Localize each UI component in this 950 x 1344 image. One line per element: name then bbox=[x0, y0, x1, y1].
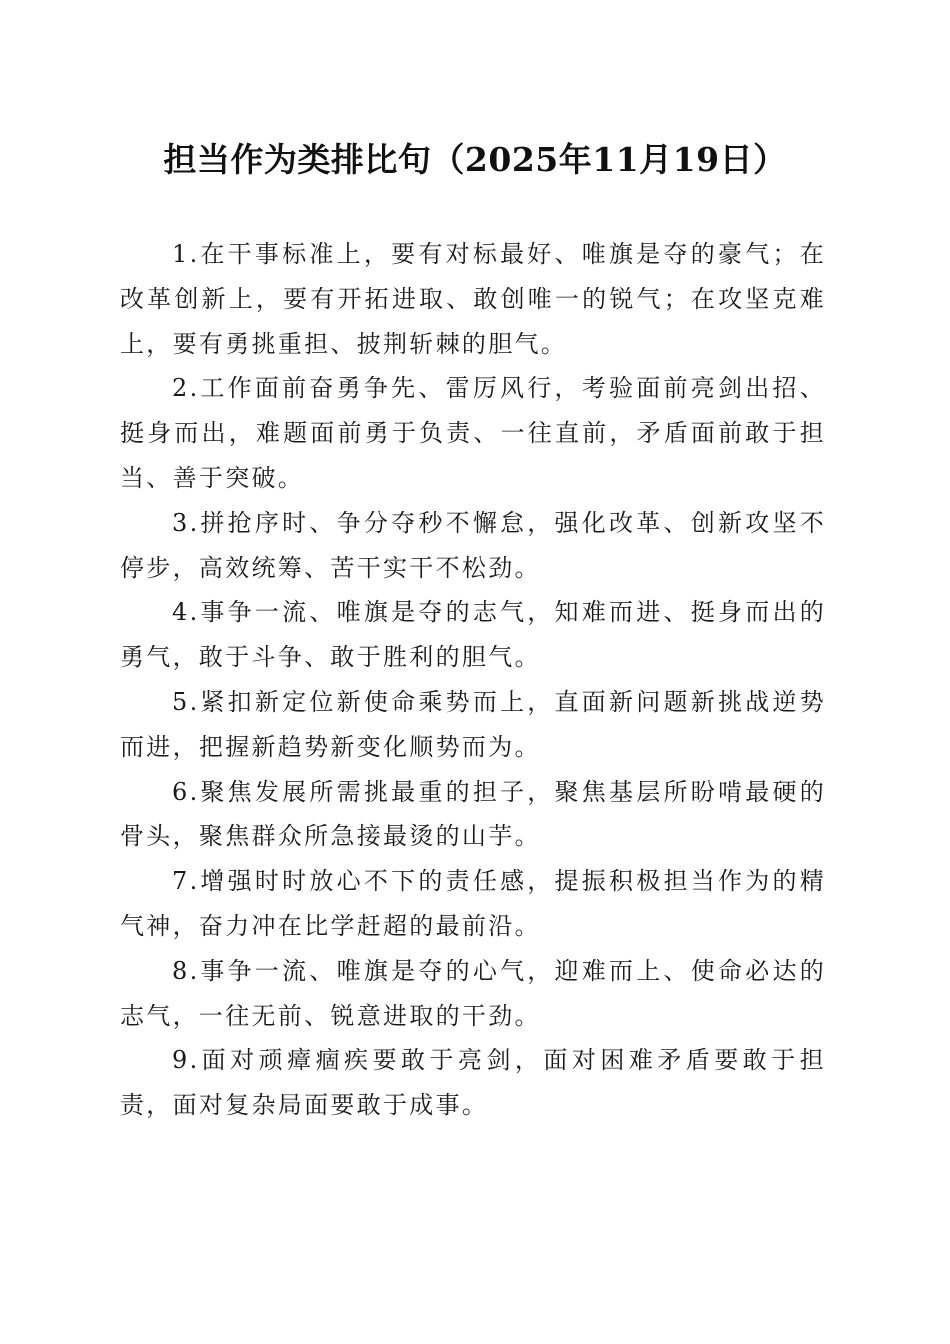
paragraph-8: 8.事争一流、唯旗是夺的心气，迎难而上、使命必达的志气，一往无前、锐意进取的干劲。 bbox=[120, 956, 826, 1030]
paragraph-1: 1.在干事标准上，要有对标最好、唯旗是夺的豪气；在改革创新上，要有开拓进取、敢创唯一的锐气；在攻坚克难上，要有勇挑重担、披荆斩棘的胆气。 bbox=[120, 240, 826, 358]
paragraph-2: 2.工作面前奋勇争先、雷厉风行，考验面前亮剑出招、挺身而出，难题面前勇于负责、一往直前，矛盾面前敢于担当、善于突破。 bbox=[120, 374, 826, 492]
paragraph-4: 4.事争一流、唯旗是夺的志气，知难而进、挺身而出的勇气，敢于斗争、敢于胜利的胆气。 bbox=[120, 598, 826, 672]
paragraph-3: 3.拼抢序时、争分夺秒不懈怠，强化改革、创新攻坚不停步，高效统筹、苦干实干不松劲。 bbox=[120, 508, 826, 582]
paragraph-7: 7.增强时时放心不下的责任感，提振积极担当作为的精气神，奋力冲在比学赶超的最前沿。 bbox=[120, 867, 826, 940]
paragraph-6: 6.聚焦发展所需挑最重的担子，聚焦基层所盼啃最硬的骨头，聚焦群众所急接最烫的山芋。 bbox=[120, 777, 826, 851]
paragraph-5: 5.紧扣新定位新使命乘势而上，直面新问题新挑战逆势而进，把握新趋势新变化顺势而为。 bbox=[120, 687, 826, 761]
document-body bbox=[120, 232, 826, 1128]
page-title: 担当作为类排比句（2025年11月19日） bbox=[163, 140, 787, 179]
paragraph-9: 9.面对顽瘴痼疾要敢于亮剑，面对困难矛盾要敢于担责，面对复杂局面要敢于成事。 bbox=[120, 1046, 826, 1120]
